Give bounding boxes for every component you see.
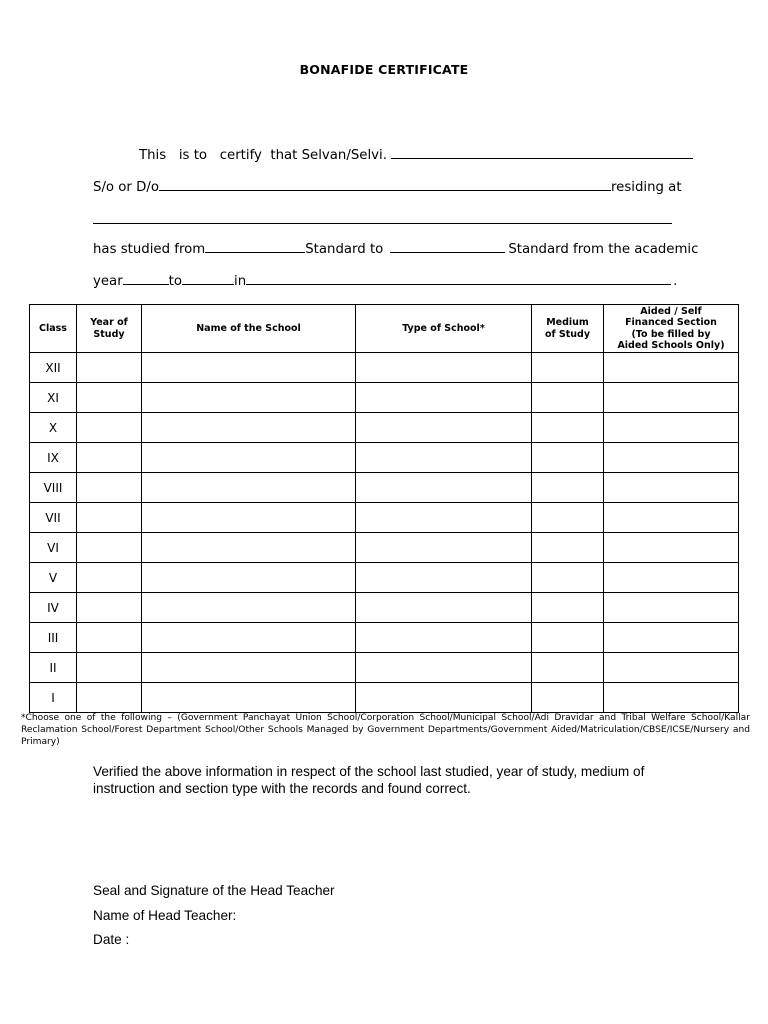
standard-to-label: Standard to bbox=[305, 242, 384, 257]
table-row bbox=[30, 473, 739, 503]
medium-cell bbox=[532, 413, 604, 443]
school-type-cell bbox=[356, 383, 532, 413]
school-type-cell bbox=[356, 443, 532, 473]
table-row bbox=[30, 593, 739, 623]
class-cell: XII bbox=[30, 353, 77, 383]
table-row bbox=[30, 683, 739, 713]
school-name-cell bbox=[142, 563, 356, 593]
school-blank bbox=[246, 271, 671, 285]
certify-line bbox=[139, 145, 693, 163]
class-cell: VI bbox=[30, 533, 77, 563]
class-cell: III bbox=[30, 623, 77, 653]
table-row bbox=[30, 533, 739, 563]
class-cell: II bbox=[30, 653, 77, 683]
class-cell: XI bbox=[30, 383, 77, 413]
year-of-study-cell bbox=[77, 473, 142, 503]
year-of-study-cell bbox=[77, 503, 142, 533]
class-cell: IX bbox=[30, 443, 77, 473]
class-cell: X bbox=[30, 413, 77, 443]
year-of-study-cell bbox=[77, 383, 142, 413]
class-cell: VII bbox=[30, 503, 77, 533]
header-year-line2: Study bbox=[93, 328, 125, 340]
year-of-study-cell bbox=[77, 353, 142, 383]
header-aided-line4: Aided Schools Only) bbox=[617, 340, 725, 351]
aided-section-cell bbox=[604, 413, 739, 443]
aided-section-cell bbox=[604, 443, 739, 473]
academic-label: Standard from the academic bbox=[508, 242, 699, 257]
header-aided-line2: Financed Section bbox=[625, 317, 717, 328]
school-name-cell bbox=[142, 593, 356, 623]
year-of-study-cell bbox=[77, 533, 142, 563]
header-class: Class bbox=[30, 305, 77, 353]
school-name-cell bbox=[142, 683, 356, 713]
header-aided-line3: (To be filled by bbox=[631, 328, 711, 340]
medium-cell bbox=[532, 473, 604, 503]
table-body bbox=[30, 353, 739, 713]
school-name-cell bbox=[142, 623, 356, 653]
medium-cell bbox=[532, 503, 604, 533]
address-blank-1 bbox=[93, 210, 246, 224]
aided-section-cell bbox=[604, 683, 739, 713]
address-blank-2 bbox=[246, 210, 672, 224]
verification-statement: Verified the above information in respect of the school last studied, year of study, medium of instruction and section type with the records and found correct. bbox=[93, 764, 645, 796]
school-name-cell bbox=[142, 383, 356, 413]
school-type-footnote: *Choose one of the following – (Government Panchayat Union School/Corporation School/Municipal School/Adi Dravidar and Tribal Welfare School/Kallar Reclamation School/Forest Department School/Other Schools Managed by Government Departments/Government Aided/Matriculation/CBSE/ICSE/Nursery and Primary) bbox=[21, 713, 750, 747]
aided-section-cell bbox=[604, 473, 739, 503]
school-type-cell bbox=[356, 503, 532, 533]
header-medium-line2: of Study bbox=[544, 328, 591, 340]
class-cell: VIII bbox=[30, 473, 77, 503]
class-cell: I bbox=[30, 683, 77, 713]
table-row bbox=[30, 623, 739, 653]
medium-cell bbox=[532, 593, 604, 623]
date-label: Date : bbox=[93, 932, 130, 947]
school-name-cell bbox=[142, 533, 356, 563]
school-type-cell bbox=[356, 653, 532, 683]
study-records-table bbox=[29, 304, 739, 713]
parent-name-blank bbox=[159, 177, 611, 191]
certify-text: This is to certify that Selvan/Selvi. bbox=[139, 148, 387, 163]
medium-cell bbox=[532, 623, 604, 653]
school-name-cell bbox=[142, 473, 356, 503]
aided-section-cell bbox=[604, 653, 739, 683]
year-to-blank bbox=[182, 271, 234, 285]
medium-cell bbox=[532, 653, 604, 683]
line-end-dot: . bbox=[673, 274, 678, 289]
seal-signature-label: Seal and Signature of the Head Teacher bbox=[93, 883, 335, 898]
aided-section-cell bbox=[604, 533, 739, 563]
table-row bbox=[30, 443, 739, 473]
aided-section-cell bbox=[604, 593, 739, 623]
year-of-study-cell bbox=[77, 563, 142, 593]
medium-cell bbox=[532, 383, 604, 413]
table-row bbox=[30, 413, 739, 443]
school-type-cell bbox=[356, 563, 532, 593]
school-name-cell bbox=[142, 503, 356, 533]
school-type-cell bbox=[356, 473, 532, 503]
table-row bbox=[30, 383, 739, 413]
school-name-cell bbox=[142, 413, 356, 443]
school-name-cell bbox=[142, 653, 356, 683]
year-of-study-cell bbox=[77, 413, 142, 443]
header-medium bbox=[532, 305, 604, 353]
header-medium-line1: Medium bbox=[546, 317, 589, 328]
school-type-cell bbox=[356, 683, 532, 713]
school-name-cell bbox=[142, 353, 356, 383]
table-header-row bbox=[30, 305, 739, 353]
school-name-cell bbox=[142, 443, 356, 473]
parent-line bbox=[93, 177, 682, 195]
medium-cell bbox=[532, 443, 604, 473]
header-school-name: Name of the School bbox=[142, 305, 356, 353]
table-row bbox=[30, 653, 739, 683]
header-aided-line1: Aided / Self bbox=[640, 305, 702, 317]
year-of-study-cell bbox=[77, 653, 142, 683]
medium-cell bbox=[532, 563, 604, 593]
aided-section-cell bbox=[604, 383, 739, 413]
studied-from-label: has studied from bbox=[93, 242, 206, 257]
table-row bbox=[30, 563, 739, 593]
year-of-study-cell bbox=[77, 443, 142, 473]
aided-section-cell bbox=[604, 563, 739, 593]
class-cell: V bbox=[30, 563, 77, 593]
year-label: year bbox=[93, 274, 123, 289]
address-line bbox=[93, 210, 672, 228]
header-year-line1: Year of bbox=[90, 317, 128, 328]
medium-cell bbox=[532, 533, 604, 563]
student-name-blank bbox=[391, 145, 693, 159]
aided-section-cell bbox=[604, 353, 739, 383]
medium-cell bbox=[532, 353, 604, 383]
class-cell: IV bbox=[30, 593, 77, 623]
school-type-cell bbox=[356, 413, 532, 443]
aided-section-cell bbox=[604, 623, 739, 653]
certificate-title: BONAFIDE CERTIFICATE bbox=[299, 62, 469, 77]
header-aided-section bbox=[604, 305, 739, 353]
year-of-study-cell bbox=[77, 683, 142, 713]
school-type-cell bbox=[356, 533, 532, 563]
parent-label: S/o or D/o bbox=[93, 180, 159, 195]
to-standard-blank bbox=[390, 239, 505, 253]
from-standard-blank bbox=[205, 239, 305, 253]
year-line bbox=[93, 271, 677, 289]
table-row bbox=[30, 503, 739, 533]
year-from-blank bbox=[123, 271, 169, 285]
aided-section-cell bbox=[604, 503, 739, 533]
school-type-cell bbox=[356, 593, 532, 623]
year-in-label: in bbox=[234, 274, 247, 289]
residing-label: residing at bbox=[610, 180, 682, 195]
medium-cell bbox=[532, 683, 604, 713]
table-row bbox=[30, 353, 739, 383]
year-to-label: to bbox=[168, 274, 183, 289]
studied-line bbox=[93, 239, 698, 257]
school-type-cell bbox=[356, 353, 532, 383]
header-school-type: Type of School* bbox=[356, 305, 532, 353]
school-type-cell bbox=[356, 623, 532, 653]
year-of-study-cell bbox=[77, 593, 142, 623]
header-year-of-study bbox=[77, 305, 142, 353]
head-teacher-name-label: Name of Head Teacher: bbox=[93, 908, 237, 923]
year-of-study-cell bbox=[77, 623, 142, 653]
